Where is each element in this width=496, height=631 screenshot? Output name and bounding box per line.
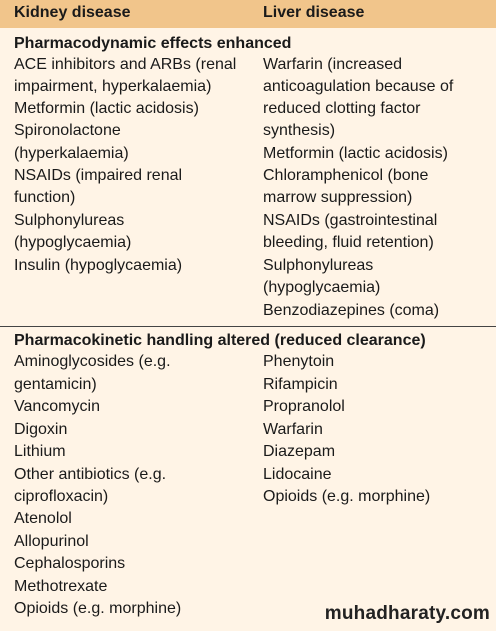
list-item: Allopurinol <box>14 533 89 550</box>
kidney-column-header: Kidney disease <box>14 4 131 21</box>
list-item: Benzodiazepines (coma) <box>263 302 440 319</box>
list-item: impairment, hyperkalaemia) <box>14 78 212 95</box>
list-item: bleeding, fluid retention) <box>263 234 434 251</box>
list-item: NSAIDs (impaired renal <box>14 167 183 184</box>
list-item: Lithium <box>14 443 66 460</box>
list-item: Chloramphenicol (bone <box>263 167 429 184</box>
list-item: Spironolactone <box>14 122 121 139</box>
list-item: gentamicin) <box>14 376 97 393</box>
list-item: Aminoglycosides (e.g. <box>14 353 171 370</box>
list-item: Opioids (e.g. morphine) <box>263 488 431 505</box>
list-item: Metformin (lactic acidosis) <box>263 145 448 162</box>
list-item: Atenolol <box>14 510 72 527</box>
list-item: Warfarin <box>263 421 323 438</box>
list-item: Methotrexate <box>14 578 108 595</box>
list-item: Other antibiotics (e.g. <box>14 466 167 483</box>
list-item: Sulphonylureas <box>14 212 125 229</box>
list-item: Metformin (lactic acidosis) <box>14 100 199 117</box>
list-item: Sulphonylureas <box>263 257 374 274</box>
list-item: reduced clotting factor <box>263 100 421 117</box>
list-item: (hypoglycaemia) <box>14 234 132 251</box>
list-item: synthesis) <box>263 122 336 139</box>
section-divider <box>0 326 496 327</box>
watermark: muhadharaty.com <box>324 603 490 624</box>
list-item: Propranolol <box>263 398 345 415</box>
list-item: Digoxin <box>14 421 68 438</box>
list-item: Lidocaine <box>263 466 332 483</box>
list-item: Insulin (hypoglycaemia) <box>14 257 183 274</box>
list-item: Rifampicin <box>263 376 338 393</box>
list-item: (hyperkalaemia) <box>14 145 129 162</box>
list-item: NSAIDs (gastrointestinal <box>263 212 438 229</box>
list-item: Diazepam <box>263 443 336 460</box>
list-item: ciprofloxacin) <box>14 488 109 505</box>
list-item: function) <box>14 189 76 206</box>
list-item: anticoagulation because of <box>263 78 454 95</box>
list-item: Vancomycin <box>14 398 100 415</box>
list-item: Opioids (e.g. morphine) <box>14 600 182 617</box>
section-title-pharmacokinetic: Pharmacokinetic handling altered (reduced clearance) <box>14 332 426 349</box>
list-item: Phenytoin <box>263 353 335 370</box>
list-item: ACE inhibitors and ARBs (renal <box>14 56 237 73</box>
table-header <box>0 0 496 28</box>
section-title-pharmacodynamic: Pharmacodynamic effects enhanced <box>14 35 292 52</box>
list-item: (hypoglycaemia) <box>263 279 381 296</box>
list-item: Warfarin (increased <box>263 56 403 73</box>
list-item: Cephalosporins <box>14 555 126 572</box>
liver-column-header: Liver disease <box>263 4 365 21</box>
list-item: marrow suppression) <box>263 189 413 206</box>
